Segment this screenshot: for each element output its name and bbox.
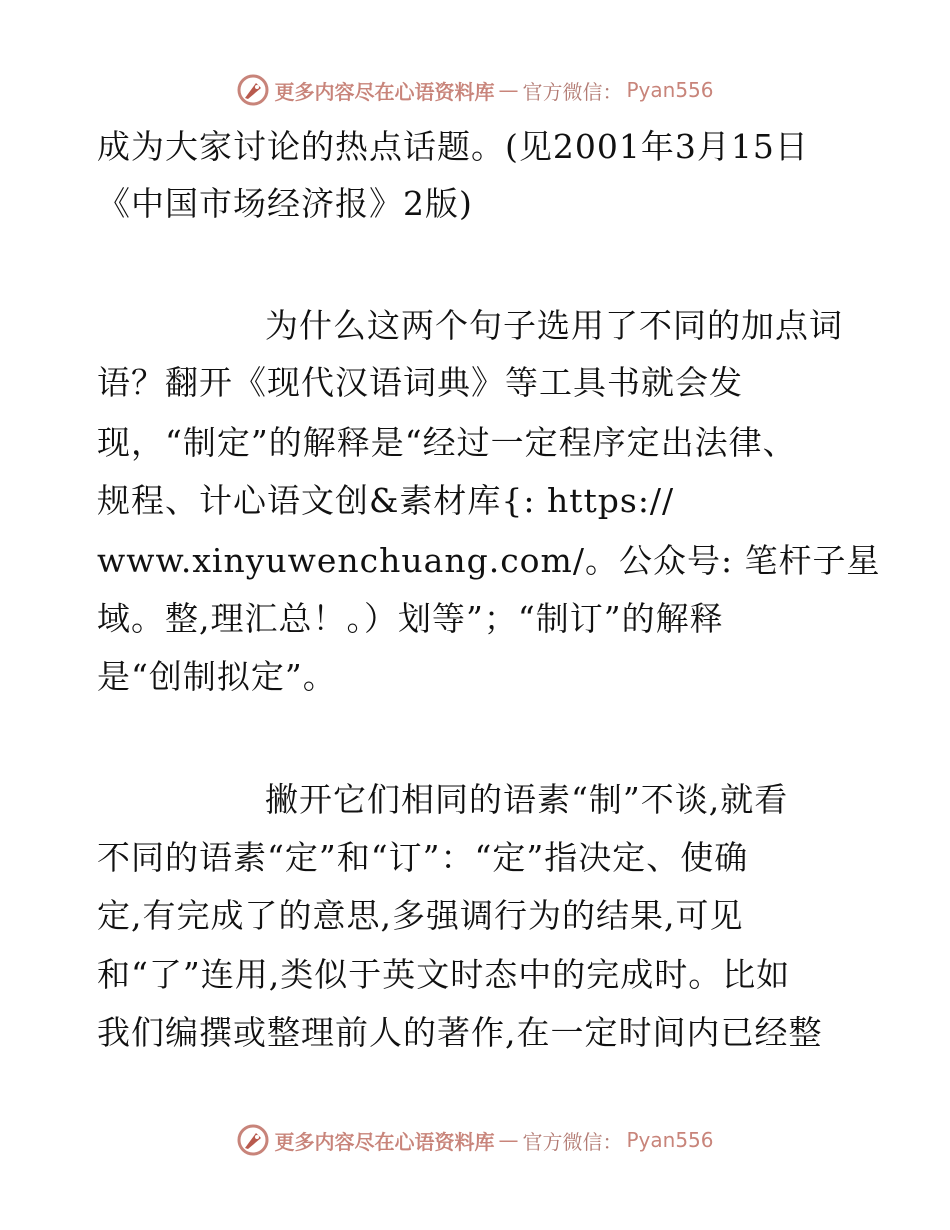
watermark-wechat-id: Pyan556	[626, 78, 714, 102]
watermark-dash: —	[498, 78, 519, 102]
body-line: 语？翻开《现代汉语词典》等工具书就会发	[97, 363, 743, 402]
body-line: 和“了”连用,类似于英文时态中的完成时。比如	[97, 955, 791, 994]
body-line: 成为大家讨论的热点话题。(见2001年3月15日	[97, 127, 809, 166]
body-line: www.xinyuwenchuang.com/。公众号: 笔杆子星	[97, 541, 881, 580]
body-line: 撇开它们相同的语素“制”不谈,就看	[265, 780, 789, 819]
body-line: 是“创制拟定”。	[97, 657, 337, 696]
watermark-wechat-label: 官方微信：	[522, 79, 623, 104]
watermark-dash: —	[498, 1128, 519, 1152]
body-line: 《中国市场经济报》2版)	[97, 184, 473, 223]
pen-nib-circle-icon	[236, 73, 270, 107]
body-line: 不同的语素“定”和“订”：“定”指决定、使确	[97, 838, 749, 877]
watermark-wechat-label: 官方微信：	[522, 1129, 623, 1154]
body-line: 域。整,理汇总！。）划等”；“制订”的解释	[97, 599, 724, 638]
watermark-main-text: 更多内容尽在心语资料库	[274, 1129, 495, 1154]
watermark-main-text: 更多内容尽在心语资料库	[274, 79, 495, 104]
body-line: 我们编撰或整理前人的著作,在一定时间内已经整	[97, 1013, 823, 1052]
body-line: 定,有完成了的意思,多强调行为的结果,可见	[97, 896, 744, 935]
body-line: 现，“制定”的解释是“经过一定程序定出法律、	[97, 423, 797, 462]
watermark-wechat-id: Pyan556	[626, 1128, 714, 1152]
watermark-header	[0, 70, 950, 110]
body-line: 为什么这两个句子选用了不同的加点词	[265, 306, 843, 345]
body-line: 规程、计心语文创&素材库{: https://	[97, 481, 675, 520]
pen-nib-circle-icon	[236, 1123, 270, 1157]
watermark-footer	[0, 1120, 950, 1160]
